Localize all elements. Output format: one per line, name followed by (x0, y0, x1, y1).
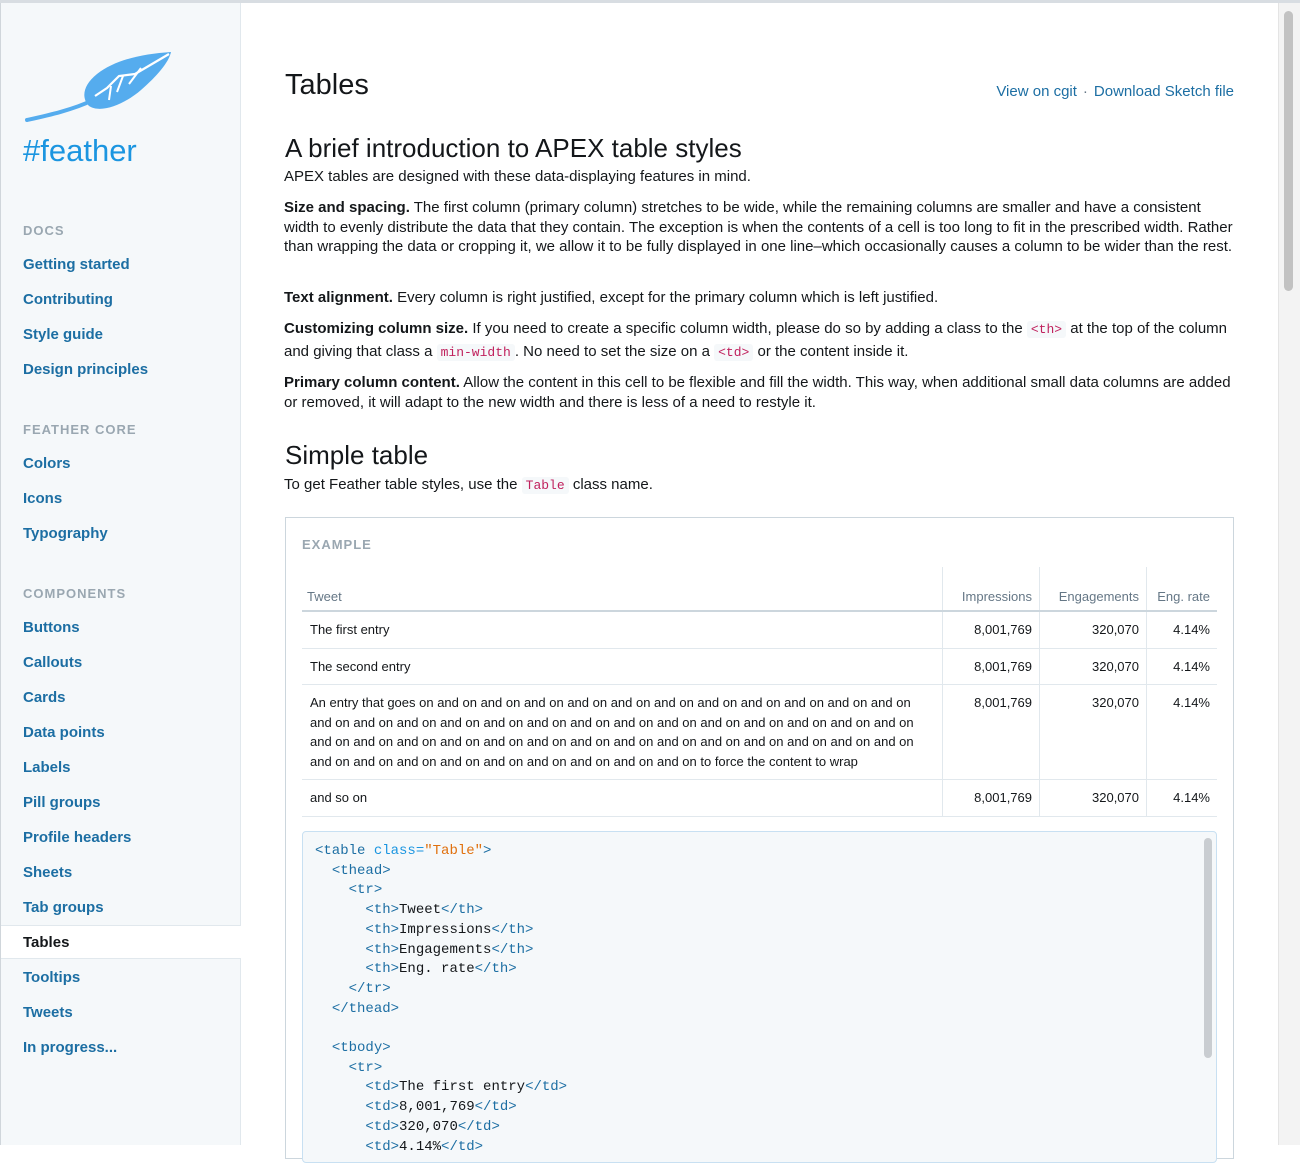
code-scrollbar[interactable] (1204, 838, 1212, 1058)
brand-name[interactable]: #feather (23, 133, 137, 168)
nav-section-docs: DOCS (23, 223, 65, 238)
view-on-cgit-link[interactable]: View on cgit (996, 83, 1077, 100)
page-scrollbar-thumb[interactable] (1284, 11, 1293, 291)
cell-impressions: 8,001,769 (943, 648, 1040, 685)
feather-logo-icon (23, 48, 175, 123)
column-header-tweet: Tweet (302, 567, 943, 611)
example-label: EXAMPLE (302, 537, 372, 552)
cell-engagements: 320,070 (1040, 611, 1147, 648)
paragraph-text: . No need to set the size on a (514, 343, 715, 360)
cell-impressions: 8,001,769 (943, 611, 1040, 648)
sidebar-item-cards[interactable]: Cards (23, 689, 66, 706)
code-text: Engagements (399, 941, 492, 958)
paragraph-primary-column (284, 373, 1234, 412)
nav-section-components: COMPONENTS (23, 586, 127, 601)
paragraph-text: at the top of the column and giving that class a (284, 320, 1228, 360)
code-text: 8,001,769 (399, 1099, 475, 1116)
main-content (240, 3, 1277, 1155)
cell-engagements: 320,070 (1040, 685, 1147, 780)
table-row (302, 780, 1217, 817)
paragraph-text: or the content inside it. (753, 343, 909, 360)
code-tag: <thead> (331, 862, 391, 879)
cell-engagements: 320,070 (1040, 780, 1147, 817)
code-tag: <th> (365, 902, 400, 919)
sidebar-item-sheets[interactable]: Sheets (23, 864, 73, 881)
sidebar-item-buttons[interactable]: Buttons (23, 619, 80, 636)
cell-engagements: 320,070 (1040, 648, 1147, 685)
cell-eng-rate: 4.14% (1147, 780, 1218, 817)
header-links (996, 83, 1234, 100)
intro-lead: APEX tables are designed with these data-displaying features in mind. (284, 168, 751, 185)
code-tag: </th> (491, 921, 534, 938)
sidebar-item-typography[interactable]: Typography (23, 525, 108, 542)
code-tag: <th> (365, 941, 400, 958)
paragraph-column-size (284, 318, 1234, 364)
paragraph-title: Customizing column size. (284, 320, 469, 337)
code-string: "Table" (424, 843, 484, 859)
sidebar-item-tweets[interactable]: Tweets (23, 1004, 73, 1021)
download-sketch-link[interactable]: Download Sketch file (1093, 83, 1234, 100)
sidebar (0, 3, 241, 1145)
sidebar-item-style-guide[interactable]: Style guide (23, 326, 104, 343)
table-row (302, 648, 1217, 685)
page-scrollbar[interactable] (1278, 3, 1300, 1145)
sidebar-item-callouts[interactable]: Callouts (23, 654, 83, 671)
code-tag: </th> (441, 902, 484, 919)
sidebar-item-tables[interactable]: Tables (1, 925, 241, 959)
cell-eng-rate: 4.14% (1147, 648, 1218, 685)
code-text: Impressions (399, 921, 492, 938)
sidebar-item-in-progress[interactable]: In progress... (23, 1039, 118, 1056)
code-text: Eng. rate (399, 961, 475, 978)
paragraph-text: Allow the content in this cell to be flexible and fill the width. This way, when additional small data columns are added or removed, it will adapt to the new width and there is less of a need to restyle it. (284, 374, 1231, 411)
paragraph-size-spacing (284, 198, 1234, 257)
paragraph-text: class name. (568, 476, 653, 493)
code-tag: </td> (474, 1099, 517, 1116)
paragraph-title: Size and spacing. (284, 199, 410, 216)
code-tag: <td> (365, 1099, 400, 1116)
column-header-eng-rate: Eng. rate (1147, 567, 1218, 611)
cell-tweet: An entry that goes on and on and on and on and on and on and on and on and on and on and on and on and on and on and on and on and on and on and on and on and on and on and on and on and on and on and on and on and on and on and on and on and on and on and on and on and on and on and on and on and on and on and on and on and on and on and on and on and on to force the content to wrap (302, 685, 943, 780)
cell-impressions: 8,001,769 (943, 780, 1040, 817)
nav-section-feather-core: FEATHER CORE (23, 422, 137, 437)
code-tag: </thead> (331, 1000, 400, 1017)
code-th: <th> (1027, 321, 1066, 338)
code-tag: <th> (365, 921, 400, 938)
sidebar-item-data-points[interactable]: Data points (23, 724, 105, 741)
code-attr: class= (365, 843, 425, 859)
cell-eng-rate: 4.14% (1147, 611, 1218, 648)
paragraph-title: Text alignment. (284, 289, 393, 306)
code-tag: <tbody> (331, 1040, 391, 1057)
sidebar-item-contributing[interactable]: Contributing (23, 291, 113, 308)
simple-table-text (284, 474, 1234, 497)
code-table-class: Table (522, 477, 569, 494)
code-tag: </th> (491, 941, 534, 958)
page-title: Tables (285, 69, 369, 101)
example-table (302, 567, 1217, 817)
column-header-engagements: Engagements (1040, 567, 1147, 611)
code-text: The first entry (399, 1079, 526, 1096)
simple-table-heading: Simple table (285, 440, 429, 470)
code-tag: > (483, 843, 492, 859)
sidebar-item-tooltips[interactable]: Tooltips (23, 969, 81, 986)
table-header-row (302, 567, 1217, 611)
cell-eng-rate: 4.14% (1147, 685, 1218, 780)
code-text: 320,070 (399, 1118, 458, 1135)
code-tag: </td> (525, 1079, 568, 1096)
code-td: <td> (714, 344, 753, 361)
sidebar-item-tab-groups[interactable]: Tab groups (23, 899, 104, 916)
code-tag: </td> (457, 1118, 500, 1135)
code-min-width: min-width (437, 344, 515, 361)
paragraph-text: If you need to create a specific column width, please do so by adding a class to the (468, 320, 1027, 337)
link-separator: · (1082, 83, 1088, 100)
code-tag: <td> (365, 1118, 400, 1135)
sidebar-item-icons[interactable]: Icons (23, 490, 63, 507)
code-tag: </tr> (348, 980, 391, 997)
paragraph-text: Every column is right justified, except for the primary column which is left justified. (392, 289, 939, 306)
table-row (302, 611, 1217, 648)
paragraph-text-alignment (284, 288, 1234, 308)
code-tag: <tr> (348, 1059, 383, 1076)
sidebar-item-pill-groups[interactable]: Pill groups (23, 794, 101, 811)
table-row (302, 685, 1217, 780)
code-tag: <td> (365, 1079, 400, 1096)
example-panel (285, 517, 1234, 1159)
paragraph-text: The first column (primary column) stretches to be wide, while the remaining columns are smaller and have a consistent width to evenly distribute the data that they contain. The exception is when the contents of a cell is too long to fit in the prescribed width. Rather than wrapping the data or cropping it, we allow it to be fully displayed in one line–which occasionally causes a column to be wider than the rest. (284, 199, 1233, 255)
cell-impressions: 8,001,769 (943, 685, 1040, 780)
code-text: Tweet (399, 902, 442, 919)
code-block[interactable] (302, 831, 1217, 1163)
sidebar-item-labels[interactable]: Labels (23, 759, 71, 776)
sidebar-item-colors[interactable]: Colors (23, 455, 71, 472)
paragraph-text: To get Feather table styles, use the (284, 476, 522, 493)
cell-tweet: The first entry (302, 611, 943, 648)
intro-heading: A brief introduction to APEX table styles (285, 133, 742, 163)
code-tag: </td> (441, 1138, 484, 1155)
sidebar-item-design-principles[interactable]: Design principles (23, 361, 149, 378)
code-tag: <th> (365, 961, 400, 978)
sidebar-item-profile-headers[interactable]: Profile headers (23, 829, 132, 846)
paragraph-title: Primary column content. (284, 374, 460, 391)
code-tag: <tr> (348, 882, 383, 899)
cell-tweet: and so on (302, 780, 943, 817)
column-header-impressions: Impressions (943, 567, 1040, 611)
sidebar-item-getting-started[interactable]: Getting started (23, 256, 130, 273)
code-listing (303, 832, 1216, 1163)
code-tag: <td> (365, 1138, 400, 1155)
code-tag: <table (315, 843, 366, 859)
code-text: 4.14% (399, 1138, 442, 1155)
cell-tweet: The second entry (302, 648, 943, 685)
code-tag: </th> (474, 961, 517, 978)
